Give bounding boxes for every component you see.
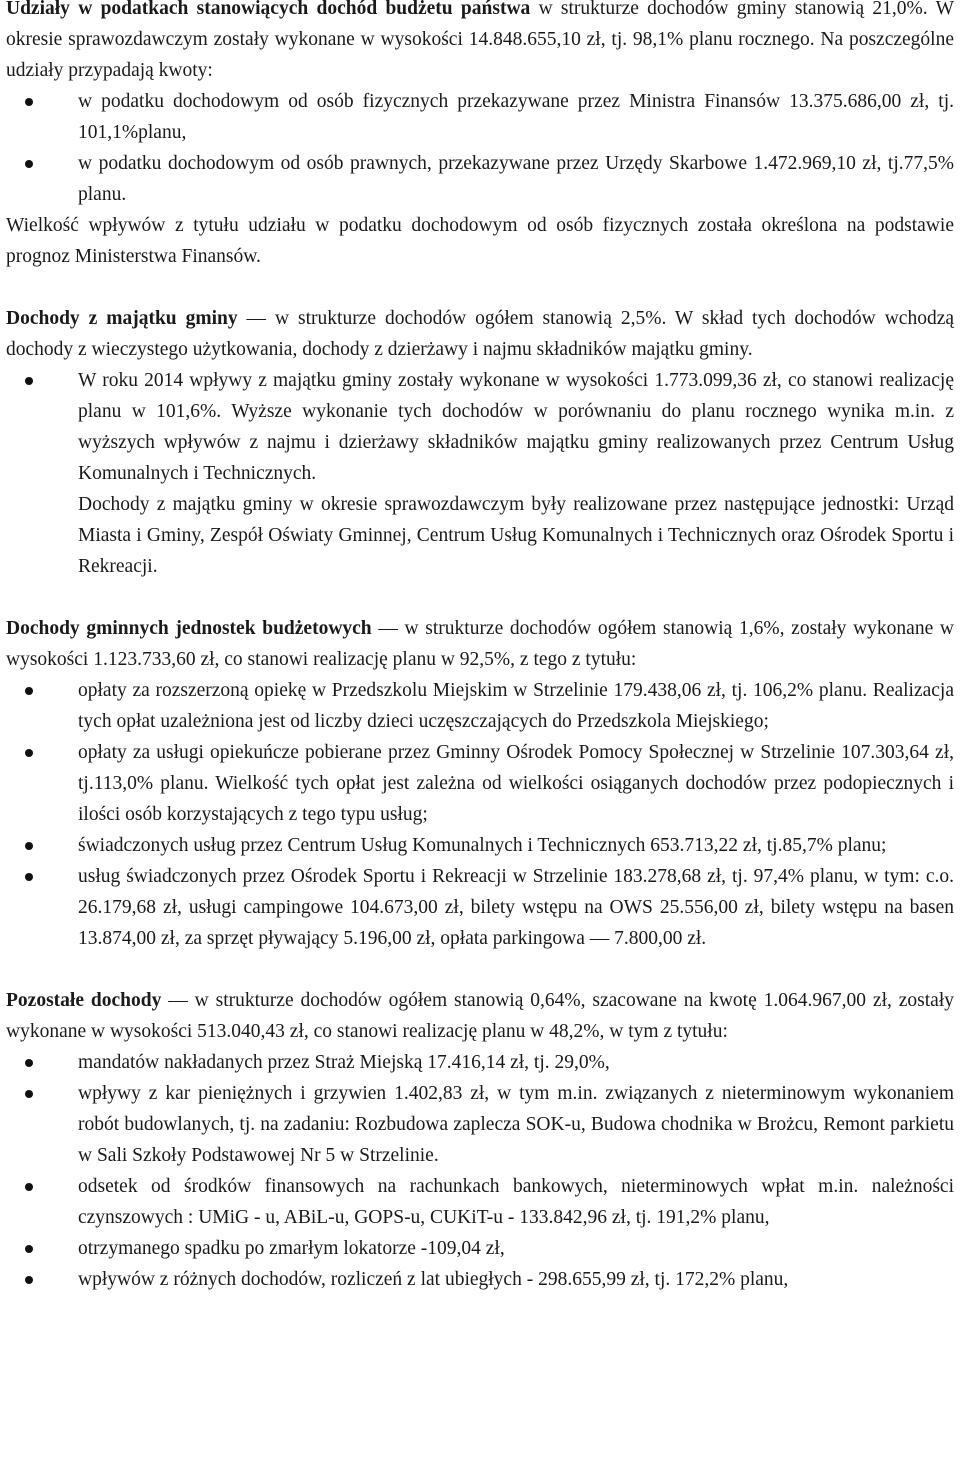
bullet-icon [25,1059,33,1067]
bullet-icon [25,687,33,695]
list-item: opłaty za usługi opiekuńcze pobierane przez Gminny Ośrodek Pomocy Społecznej w Strzelinie 107.303,64 zł, tj.113,0% planu. Wielkość tych opłat jest zależna od wielkości osiąganych dochodów przez podopiecznych i ilości osób korzystających z tego typu usług; [6,737,954,830]
section-units-intro: Dochody gminnych jednostek budżetowych — w strukturze dochodów ogółem stanowią 1,6%, zostały wykonane w wysokości 1.123.733,60 zł, co stanowi realizację planu w 92,5%, z tego z tytułu: [6,618,954,670]
section-shares-list [6,86,954,210]
bullet-icon [25,98,33,106]
list-item: otrzymanego spadku po zmarłym lokatorze -109,04 zł, [6,1233,954,1264]
list-item: opłaty za rozszerzoną opiekę w Przedszkolu Miejskim w Strzelinie 179.438,06 zł, tj. 106,2% planu. Realizacja tych opłat uzależniona jest od liczby dzieci uczęszczających do Przedszkola Miejskiego; [6,675,954,737]
list-item: świadczonych usług przez Centrum Usług Komunalnych i Technicznych 653.713,22 zł, tj.85,7% planu; [6,830,954,861]
section-shares-closing: Wielkość wpływów z tytułu udziału w podatku dochodowym od osób fizycznych została określona na podstawie prognoz Ministerstwa Finansów. [6,215,954,267]
section-property-heading: Dochody z majątku gminy [6,308,238,329]
section-property-intro: Dochody z majątku gminy — w strukturze dochodów ogółem stanowią 2,5%. W skład tych dochodów wchodzą dochody z wieczystego użytkowania, dochody z dzierżawy i najmu składników majątku gminy. [6,308,955,360]
bullet-icon [25,749,33,757]
list-item: usług świadczonych przez Ośrodek Sportu i Rekreacji w Strzelinie 183.278,68 zł, tj. 97,4% planu, w tym: c.o. 26.179,68 zł, usługi campingowe 104.673,00 zł, bilety wstępu na OWS 25.556,00 zł, bilety wstępu na basen 13.874,00 zł, za sprzęt pływający 5.196,00 zł, opłata parkingowa — 7.800,00 zł. [6,861,954,954]
bullet-icon [25,1183,33,1191]
section-other-heading: Pozostałe dochody [6,990,162,1011]
bullet-icon [25,160,33,168]
document-page [6,0,954,1295]
section-property-continuation: Dochody z majątku gminy w okresie sprawozdawczym były realizowane przez następujące jednostki: Urząd Miasta i Gminy, Zespół Oświaty Gminnej, Centrum Usług Komunalnych i Technicznych oraz Ośrodek Sportu i Rekreacji. [78,494,954,577]
list-item: wpływów z różnych dochodów, rozliczeń z lat ubiegłych - 298.655,99 zł, tj. 172,2% planu, [6,1264,954,1295]
list-item: odsetek od środków finansowych na rachunkach bankowych, nieterminowych wpłat m.in. należności czynszowych : UMiG - u, ABiL-u, GOPS-u, CUKiT-u - 133.842,96 zł, tj. 191,2% planu, [6,1171,954,1233]
bullet-icon [25,1276,33,1284]
list-item: mandatów nakładanych przez Straż Miejską 17.416,14 zł, tj. 29,0%, [6,1047,954,1078]
list-item: W roku 2014 wpływy z majątku gminy zostały wykonane w wysokości 1.773.099,36 zł, co stanowi realizację planu w 101,6%. Wyższe wykonanie tych dochodów w porównaniu do planu rocznego wynika m.in. z wyższych wpływów z najmu i dzierżawy składników majątku gminy realizowanych przez Centrum Usług Komunalnych i Technicznych. [6,365,954,489]
section-other-list [6,1047,954,1295]
section-units-list [6,675,954,954]
section-shares-intro: Udziały w podatkach stanowiących dochód budżetu państwa w strukturze dochodów gminy stanowią 21,0%. W okresie sprawozdawczym zostały wykonane w wysokości 14.848.655,10 zł, tj. 98,1% planu rocznego. Na poszczególne udziały przypadają kwoty: [6,0,954,81]
section-other-intro: Pozostałe dochody — w strukturze dochodów ogółem stanowią 0,64%, szacowane na kwotę 1.064.967,00 zł, zostały wykonane w wysokości 513.040,43 zł, co stanowi realizację planu w 48,2%, w tym z tytułu: [6,990,954,1042]
bullet-icon [25,1245,33,1253]
bullet-icon [25,842,33,850]
section-shares-heading: Udziały w podatkach stanowiących dochód budżetu państwa [6,0,531,19]
bullet-icon [25,377,33,385]
section-units-heading: Dochody gminnych jednostek budżetowych [6,618,372,639]
bullet-icon [25,1090,33,1098]
list-item: w podatku dochodowym od osób fizycznych przekazywane przez Ministra Finansów 13.375.686,00 zł, tj. 101,1%planu, [6,86,954,148]
list-item: wpływy z kar pieniężnych i grzywien 1.402,83 zł, w tym m.in. związanych z nieterminowym wykonaniem robót budowlanych, tj. na zadaniu: Rozbudowa zaplecza SOK-u, Budowa chodnika w Brożcu, Remont parkietu w Sali Szkoły Podstawowej Nr 5 w Strzelinie. [6,1078,954,1171]
bullet-icon [25,873,33,881]
section-property-list [6,365,954,489]
list-item: w podatku dochodowym od osób prawnych, przekazywane przez Urzędy Skarbowe 1.472.969,10 zł, tj.77,5% planu. [6,148,954,210]
